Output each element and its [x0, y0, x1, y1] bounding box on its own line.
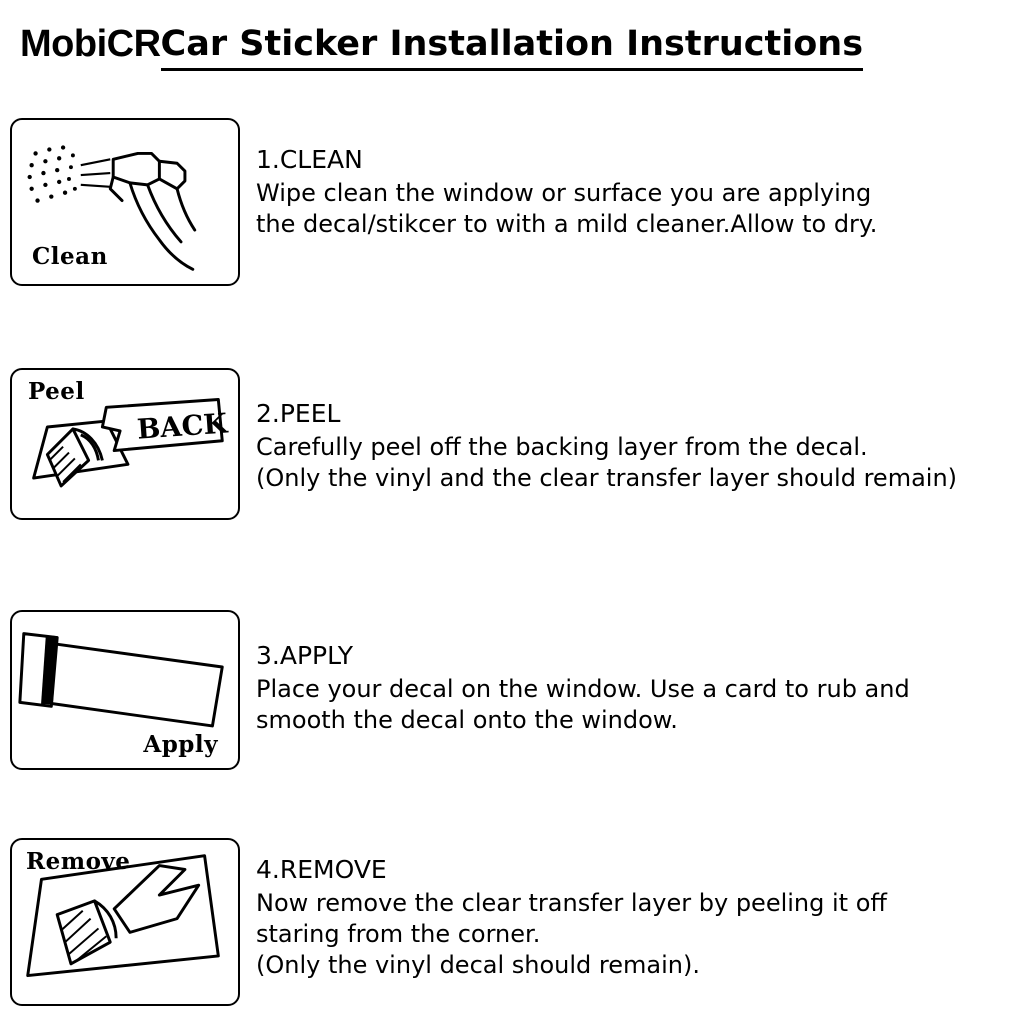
step-peel-text	[256, 368, 1014, 494]
step-peel-line-1: Carefully peel off the backing layer from the decal.	[256, 433, 868, 461]
step-apply-illustration	[10, 610, 240, 770]
step-apply-title: 3.APPLY	[256, 641, 353, 670]
step-apply-caption: Apply	[143, 731, 218, 758]
step-peel-caption: Peel	[28, 378, 85, 405]
step-remove-text	[256, 838, 1014, 981]
peel-back-badge: BACK	[136, 407, 229, 446]
step-remove	[10, 838, 1014, 1006]
step-apply	[10, 610, 1014, 770]
step-clean-line-2: the decal/stikcer to with a mild cleaner.Allow to dry.	[256, 210, 878, 238]
step-peel-illustration	[10, 368, 240, 520]
brand-logo: MobiCR	[20, 23, 161, 65]
step-remove-line-2: staring from the corner.	[256, 920, 541, 948]
step-clean	[10, 118, 1014, 286]
step-clean-text	[256, 118, 1014, 240]
step-remove-caption: Remove	[26, 848, 131, 875]
page-title: Car Sticker Installation Instructions	[161, 22, 864, 71]
step-remove-line-1: Now remove the clear transfer layer by peeling it off	[256, 889, 887, 917]
step-peel-title: 2.PEEL	[256, 399, 341, 428]
step-peel	[10, 368, 1014, 520]
step-clean-illustration	[10, 118, 240, 286]
step-peel-line-2: (Only the vinyl and the clear transfer layer should remain)	[256, 464, 958, 492]
step-apply-line-1: Place your decal on the window. Use a card to rub and	[256, 675, 910, 703]
step-remove-title: 4.REMOVE	[256, 855, 387, 884]
step-clean-line-1: Wipe clean the window or surface you are applying	[256, 179, 872, 207]
step-apply-line-2: smooth the decal onto the window.	[256, 706, 678, 734]
step-apply-text	[256, 610, 1014, 736]
page-header	[20, 22, 1014, 78]
step-clean-caption: Clean	[32, 243, 108, 270]
step-clean-title: 1.CLEAN	[256, 145, 363, 174]
step-remove-illustration	[10, 838, 240, 1006]
step-remove-line-3: (Only the vinyl decal should remain).	[256, 951, 700, 979]
